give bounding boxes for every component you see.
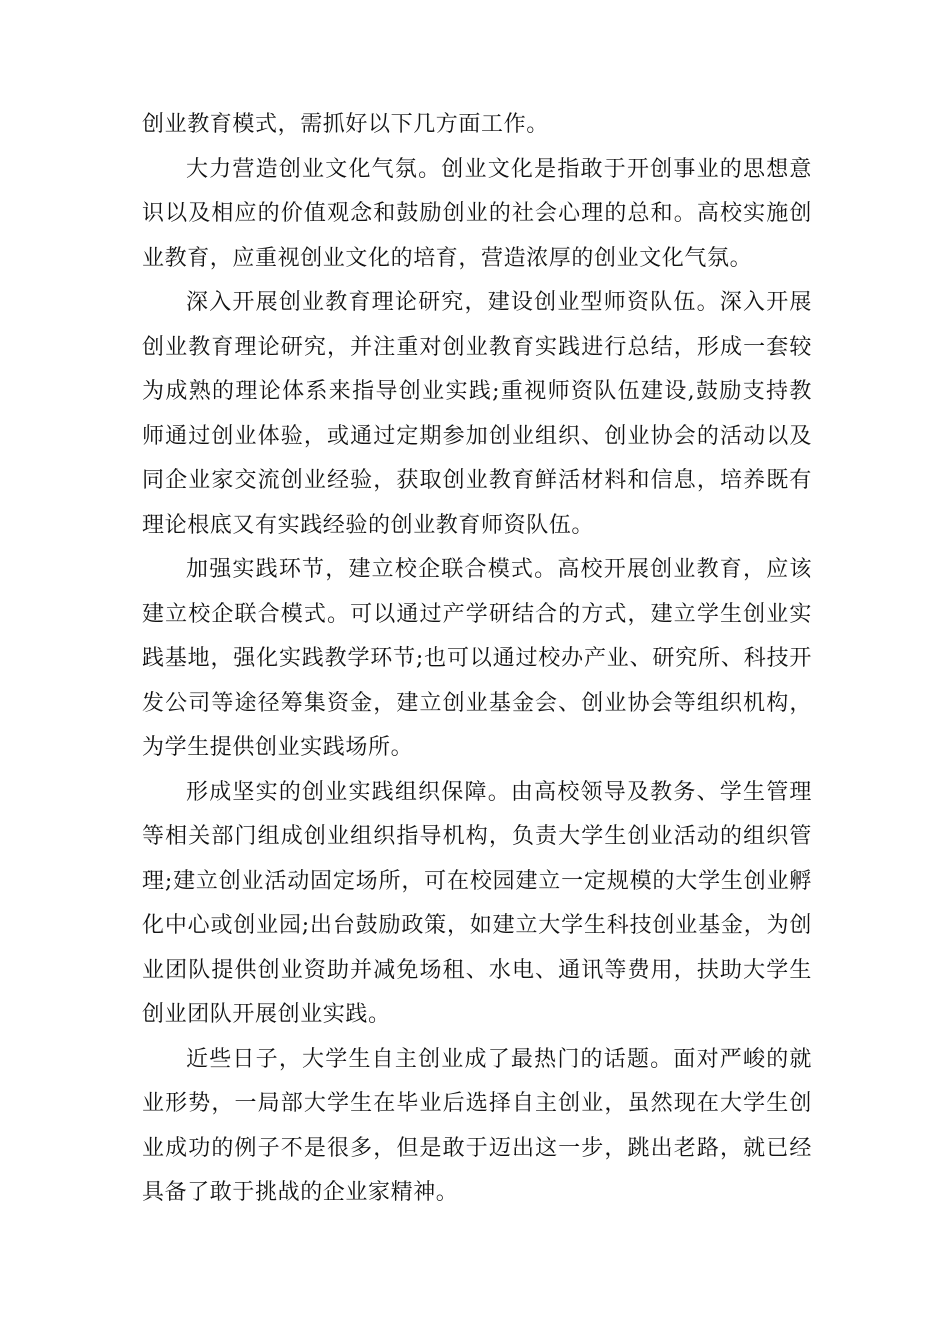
paragraph-self-employment: 近些日子，大学生自主创业成了最热门的话题。面对严峻的就业形势，一局部大学生在毕业后选择自主创业，虽然现在大学生创业成功的例子不是很多，但是敢于迈出这一步，跳出老路，就已经具备了敢于挑战的企业家精神。: [142, 1046, 812, 1205]
paragraph-practice-school-enterprise: 加强实践环节，建立校企联合模式。高校开展创业教育，应该建立校企联合模式。可以通过产学研结合的方式，建立学生创业实践基地，强化实践教学环节;也可以通过校办产业、研究所、科技开发公司等途径筹集资金，建立创业基金会、创业协会等组织机构，为学生提供创业实践场所。: [142, 557, 812, 760]
paragraph-continuation: 创业教育模式，需抓好以下几方面工作。: [142, 112, 549, 137]
paragraph-entrepreneurial-culture: 大力营造创业文化气氛。创业文化是指敢于开创事业的思想意识以及相应的价值观念和鼓励创业的社会心理的总和。高校实施创业教育，应重视创业文化的培育，营造浓厚的创业文化气氛。: [142, 156, 812, 271]
document-body: [142, 103, 812, 1216]
paragraph-theory-research-faculty: 深入开展创业教育理论研究，建设创业型师资队伍。深入开展创业教育理论研究，并注重对创业教育实践进行总结，形成一套较为成熟的理论体系来指导创业实践;重视师资队伍建设,鼓励支持教师通过创业体验，或通过定期参加创业组织、创业协会的活动以及同企业家交流创业经验，获取创业教育鲜活材料和信息，培养既有理论根底又有实践经验的创业教育师资队伍。: [142, 290, 812, 538]
paragraph-organizational-support: 形成坚实的创业实践组织保障。由高校领导及教务、学生管理等相关部门组成创业组织指导机构，负责大学生创业活动的组织管理;建立创业活动固定场所，可在校园建立一定规模的大学生创业孵化中心或创业园;出台鼓励政策，如建立大学生科技创业基金，为创业团队提供创业资助并减免场租、水电、通讯等费用，扶助大学生创业团队开展创业实践。: [142, 779, 812, 1027]
